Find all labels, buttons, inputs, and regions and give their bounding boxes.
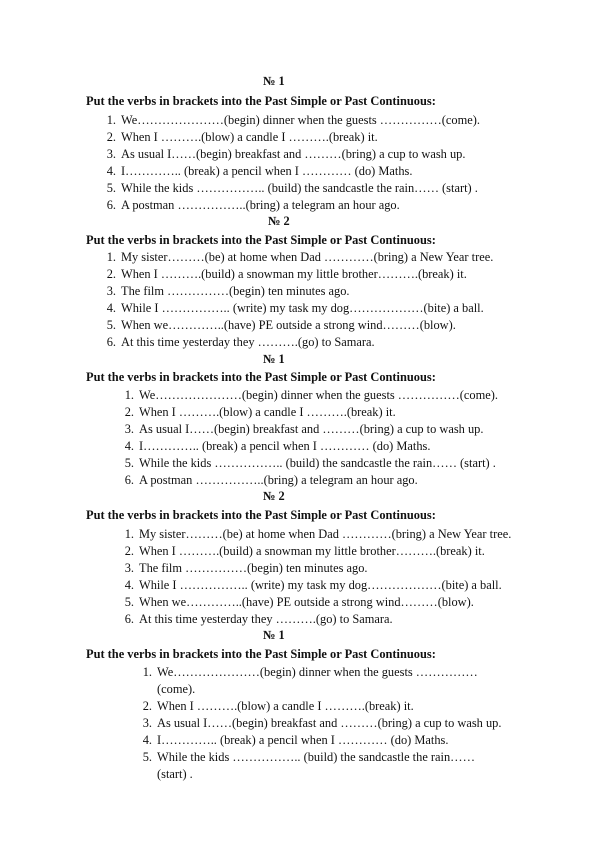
section-number: № 2 bbox=[268, 214, 290, 228]
exercise-item: As usual I……(begin) breakfast and ………(bring) a cup to wash up. bbox=[121, 147, 466, 161]
item-number: 3. bbox=[106, 284, 116, 298]
item-number: 3. bbox=[106, 147, 116, 161]
item-number: 5. bbox=[106, 318, 116, 332]
item-number: 6. bbox=[106, 198, 116, 212]
item-number: 5. bbox=[124, 456, 134, 470]
exercise-item: While the kids …………….. (build) the sandcastle the rain…… (start) . bbox=[139, 456, 496, 470]
exercise-item: A postman ……………..(bring) a telegram an hour ago. bbox=[121, 198, 400, 212]
exercise-item: When I ……….(build) a snowman my little brother……….(break) it. bbox=[121, 267, 467, 281]
item-number: 2. bbox=[106, 130, 116, 144]
exercise-item: When I ……….(blow) a candle I ……….(break) it. bbox=[157, 699, 414, 713]
item-number: 4. bbox=[106, 164, 116, 178]
section-number: № 2 bbox=[263, 489, 285, 503]
exercise-item: A postman ……………..(bring) a telegram an hour ago. bbox=[139, 473, 418, 487]
exercise-item: We…………………(begin) dinner when the guests ……………(come). bbox=[139, 388, 498, 402]
item-number: 5. bbox=[142, 750, 152, 764]
item-number: 5. bbox=[106, 181, 116, 195]
instruction-heading: Put the verbs in brackets into the Past Simple or Past Continuous: bbox=[86, 94, 436, 108]
item-number: 3. bbox=[142, 716, 152, 730]
exercise-item: As usual I……(begin) breakfast and ………(bring) a cup to wash up. bbox=[157, 716, 502, 730]
exercise-item: At this time yesterday they ……….(go) to Samara. bbox=[139, 612, 393, 626]
item-number: 6. bbox=[124, 473, 134, 487]
instruction-heading: Put the verbs in brackets into the Past Simple or Past Continuous: bbox=[86, 370, 436, 384]
item-number: 1. bbox=[106, 250, 116, 264]
instruction-heading: Put the verbs in brackets into the Past Simple or Past Continuous: bbox=[86, 508, 436, 522]
item-number: 5. bbox=[124, 595, 134, 609]
instruction-heading: Put the verbs in brackets into the Past Simple or Past Continuous: bbox=[86, 647, 436, 661]
item-number: 6. bbox=[124, 612, 134, 626]
exercise-item: While I …………….. (write) my task my dog………………(bite) a ball. bbox=[139, 578, 502, 592]
item-number: 1. bbox=[106, 113, 116, 127]
exercise-item: At this time yesterday they ……….(go) to Samara. bbox=[121, 335, 375, 349]
exercise-item: I………….. (break) a pencil when I ………… (do) Maths. bbox=[157, 733, 449, 747]
exercise-item: When we…………..(have) PE outside a strong wind………(blow). bbox=[139, 595, 474, 609]
exercise-item: While the kids …………….. (build) the sandcastle the rain…… (start) . bbox=[121, 181, 478, 195]
item-number: 4. bbox=[124, 578, 134, 592]
instruction-heading: Put the verbs in brackets into the Past Simple or Past Continuous: bbox=[86, 233, 436, 247]
exercise-item: While I …………….. (write) my task my dog………………(bite) a ball. bbox=[121, 301, 484, 315]
exercise-item: My sister………(be) at home when Dad …………(bring) a New Year tree. bbox=[139, 527, 512, 541]
item-number: 1. bbox=[124, 388, 134, 402]
exercise-item: When I ……….(blow) a candle I ……….(break) it. bbox=[139, 405, 396, 419]
exercise-item: When I ……….(blow) a candle I ……….(break) it. bbox=[121, 130, 378, 144]
item-number: 2. bbox=[124, 544, 134, 558]
item-number: 3. bbox=[124, 561, 134, 575]
item-number: 1. bbox=[142, 665, 152, 679]
exercise-item: I………….. (break) a pencil when I ………… (do) Maths. bbox=[121, 164, 413, 178]
section-number: № 1 bbox=[263, 74, 285, 88]
item-number: 4. bbox=[142, 733, 152, 747]
item-number: 2. bbox=[142, 699, 152, 713]
item-number: 3. bbox=[124, 422, 134, 436]
exercise-item: My sister………(be) at home when Dad …………(bring) a New Year tree. bbox=[121, 250, 494, 264]
item-number: 6. bbox=[106, 335, 116, 349]
item-number: 2. bbox=[124, 405, 134, 419]
item-number: 4. bbox=[124, 439, 134, 453]
exercise-item: As usual I……(begin) breakfast and ………(bring) a cup to wash up. bbox=[139, 422, 484, 436]
section-number: № 1 bbox=[263, 628, 285, 642]
exercise-item: When we…………..(have) PE outside a strong wind………(blow). bbox=[121, 318, 456, 332]
item-number: 1. bbox=[124, 527, 134, 541]
exercise-item-continuation: (come). bbox=[157, 682, 196, 696]
section-number: № 1 bbox=[263, 352, 285, 366]
exercise-item: When I ……….(build) a snowman my little brother……….(break) it. bbox=[139, 544, 485, 558]
item-number: 4. bbox=[106, 301, 116, 315]
exercise-item: We…………………(begin) dinner when the guests ……………(come). bbox=[121, 113, 480, 127]
exercise-item: We…………………(begin) dinner when the guests …………… bbox=[157, 665, 478, 679]
exercise-item-continuation: (start) . bbox=[157, 767, 193, 781]
exercise-item: The film ……………(begin) ten minutes ago. bbox=[139, 561, 368, 575]
item-number: 2. bbox=[106, 267, 116, 281]
exercise-item: The film ……………(begin) ten minutes ago. bbox=[121, 284, 350, 298]
exercise-item: I………….. (break) a pencil when I ………… (do) Maths. bbox=[139, 439, 431, 453]
exercise-item: While the kids …………….. (build) the sandcastle the rain…… bbox=[157, 750, 475, 764]
